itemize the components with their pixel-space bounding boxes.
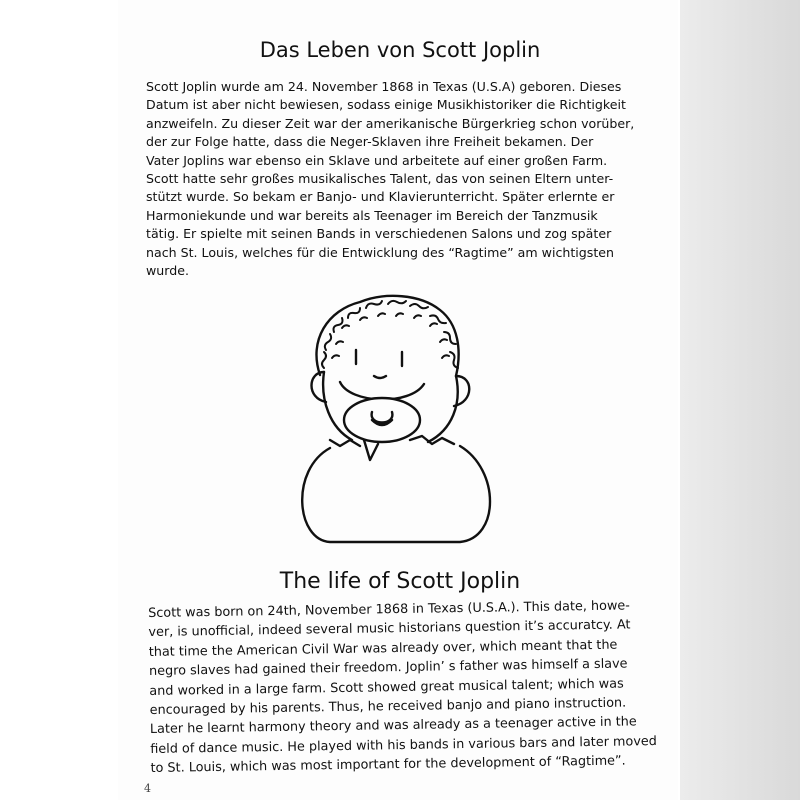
german-paragraph: Scott Joplin wurde am 24. November 1868 in Texas (U.S.A) geboren. Dieses Datum ist aber nicht bewiesen, sodass einige Musikhistoriker die Richtigkeit anzweifeln. Zu dieser Zeit war der amerikanische Bürgerkrieg schon vorüber, der zur Folge hatte, dass die Neger-Sklaven ihre Freiheit bekamen. Der Vater Joplins war ebenso ein Sklave und arbeitete auf einer großen Farm. Scott hatte sehr großes musikalisches Talent, das von seinen Eltern unter- stützt wurde. So bekam er Banjo- und Klavierunterricht. Später erlernte er Harmoniekunde und war bereits als Teenager im Bereich der Tanzmusik tätig. Er spielte mit seinen Bands in verschiedenen Salons und zog später nach St. Louis, welches für die Entwicklung des “Ragtime” am wichtigsten wurde.: [146, 79, 635, 279]
hair-outline: [316, 296, 458, 376]
english-title: The life of Scott Joplin: [279, 569, 521, 594]
nose: [374, 376, 386, 378]
page-shadow-edge: [680, 0, 800, 800]
page-number: 4: [144, 782, 151, 795]
scott-joplin-drawing: [290, 280, 510, 560]
scan-margin: [0, 0, 118, 800]
english-paragraph: Scott was born on 24th, November 1868 in Texas (U.S.A.). This date, howe- ver, is unofficial, indeed several music historians question it’s accuratcy. At that time the American Civil War was already over, which meant that the negro slaves had gained their freedom. Joplin’ s father was himself a slave and worked in a large farm. Scott showed great musical talent; which was encouraged by his parents. Thus, he received banjo and piano instruction. Later he learnt harmony theory and was already as a teenager active in the field of dance music. He played with his bands in various bars and later moved to St. Louis, which was most important for the development of “Ragtime”.: [148, 598, 657, 777]
german-title: Das Leben von Scott Joplin: [259, 38, 541, 62]
hair-curls: [322, 301, 458, 368]
pacifier-shield: [344, 398, 420, 442]
body-outline: [302, 446, 490, 542]
bib-tip: [364, 440, 378, 460]
